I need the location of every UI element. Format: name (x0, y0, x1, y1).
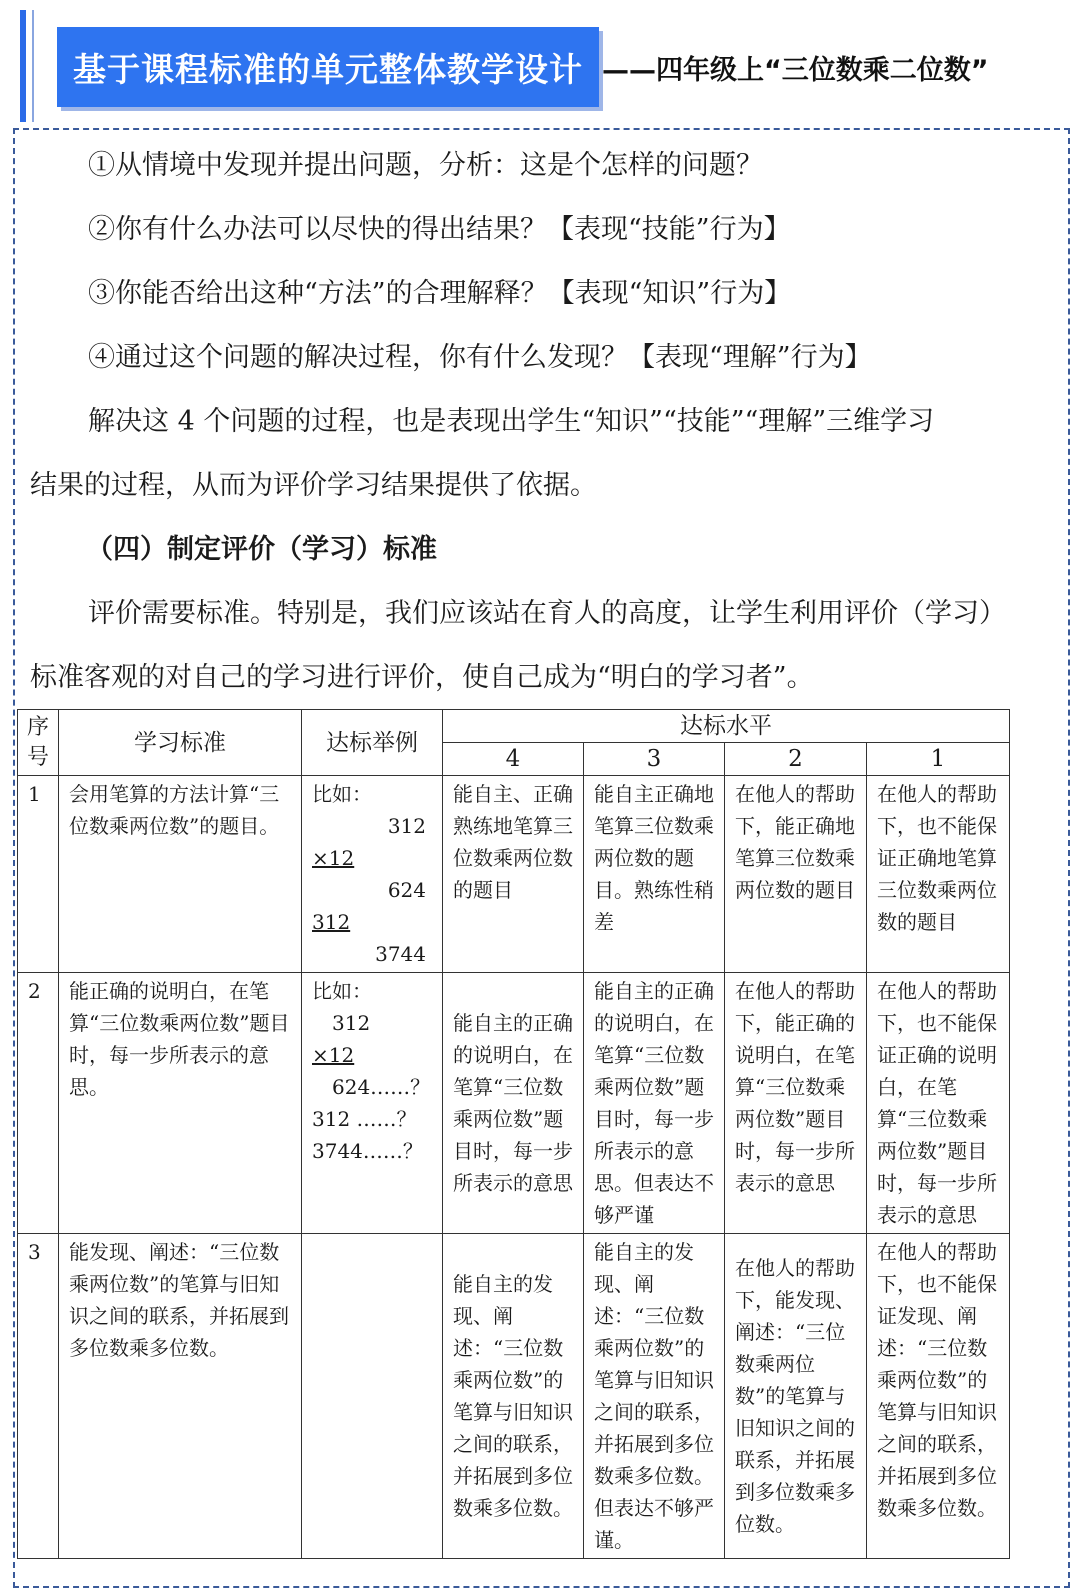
header-seq: 序号 (18, 710, 59, 776)
row-level-4: 能自主的发现、阐述：“三位数乘两位数”的笔算与旧知识之间的联系，并拓展到多位数乘多位数。 (443, 1234, 584, 1559)
row-standard: 能正确的说明白，在笔算“三位数乘两位数”题目时，每一步所表示的意思。 (59, 973, 302, 1234)
row-seq: 2 (18, 973, 59, 1234)
example-line: ×12 (312, 1043, 355, 1067)
header-accent-bar-thin (32, 10, 34, 122)
example-line: 3744 (375, 942, 426, 966)
example-line: 624 (387, 878, 426, 902)
table-row (18, 973, 1010, 1234)
row-example (302, 1234, 443, 1559)
table-row (18, 1234, 1010, 1559)
row-seq: 1 (18, 776, 59, 973)
table-row (18, 776, 1010, 973)
row-level-3: 能自主的发现、阐述：“三位数乘两位数”的笔算与旧知识之间的联系，并拓展到多位数乘多位数。但表达不够严谨。 (584, 1234, 725, 1559)
row-level-3: 能自主正确地笔算三位数乘两位数的题目。熟练性稍差 (584, 776, 725, 973)
header-level-2: 2 (725, 743, 867, 776)
example-prefix: 比如： (312, 979, 372, 1003)
header-level-1: 1 (867, 743, 1010, 776)
intro-line-1: 评价需要标准。特别是，我们应该站在育人的高度，让学生利用评价（学习） (88, 598, 1006, 629)
example-line: 312 ……？ (312, 1107, 417, 1131)
example-line: 312 (332, 1011, 371, 1035)
example-line: 3744……？ (312, 1139, 423, 1163)
example-line: 312 (312, 910, 351, 934)
row-standard: 能发现、阐述：“三位数乘两位数”的笔算与旧知识之间的联系，并拓展到多位数乘多位数。 (59, 1234, 302, 1559)
row-level-4: 能自主、正确熟练地笔算三位数乘两位数的题目 (443, 776, 584, 973)
header-level-3: 3 (584, 743, 725, 776)
example-line: 312 (387, 814, 426, 838)
row-standard: 会用笔算的方法计算“三位数乘两位数”的题目。 (59, 776, 302, 973)
row-level-1: 在他人的帮助下，也不能保证正确的说明白，在笔算“三位数乘两位数”题目时，每一步所表示的意思 (867, 973, 1010, 1234)
example-line: 624……？ (332, 1075, 431, 1099)
question-4: ④通过这个问题的解决过程，你有什么发现？【表现“理解”行为】 (88, 342, 872, 373)
question-3: ③你能否给出这种“方法”的合理解释？【表现“知识”行为】 (88, 278, 792, 309)
row-level-1: 在他人的帮助下，也不能保证发现、阐述：“三位数乘两位数”的笔算与旧知识之间的联系，并拓展到多位数乘多位数。 (867, 1234, 1010, 1559)
example-line: ×12 (312, 846, 355, 870)
row-level-1: 在他人的帮助下，也不能保证正确地笔算三位数乘两位数的题目 (867, 776, 1010, 973)
question-2: ②你有什么办法可以尽快的得出结果？【表现“技能”行为】 (88, 214, 791, 245)
header-example: 达标举例 (302, 710, 443, 776)
example-prefix: 比如： (312, 782, 372, 806)
page-subtitle: ——四年级上“三位数乘二位数” (602, 55, 989, 86)
row-level-3: 能自主的正确的说明白，在笔算“三位数乘两位数”题目时，每一步所表示的意思。但表达不够严谨 (584, 973, 725, 1234)
row-level-2: 在他人的帮助下，能发现、阐述：“三位数乘两位数”的笔算与旧知识之间的联系，并拓展到多位数乘多位数。 (725, 1234, 867, 1559)
header-level: 达标水平 (443, 710, 1010, 743)
intro-line-2: 标准客观的对自己的学习进行评价，使自己成为“明白的学习者”。 (30, 662, 814, 693)
header-accent-bar (20, 10, 26, 122)
question-1: ①从情境中发现并提出问题，分析：这是个怎样的问题？ (88, 150, 763, 181)
row-example (302, 776, 443, 973)
row-level-4: 能自主的正确的说明白，在笔算“三位数乘两位数”题目时，每一步所表示的意思 (443, 973, 584, 1234)
row-example (302, 973, 443, 1234)
header-level-4: 4 (443, 743, 584, 776)
summary-line-1: 解决这 4 个问题的过程，也是表现出学生“知识”“技能”“理解”三维学习 (88, 406, 935, 437)
row-level-2: 在他人的帮助下，能正确地笔算三位数乘两位数的题目 (725, 776, 867, 973)
row-seq: 3 (18, 1234, 59, 1559)
summary-line-2: 结果的过程，从而为评价学习结果提供了依据。 (30, 470, 597, 501)
row-level-2: 在他人的帮助下，能正确的说明白，在笔算“三位数乘两位数”题目时，每一步所表示的意思 (725, 973, 867, 1234)
evaluation-standard-table (17, 709, 1010, 1559)
header-standard: 学习标准 (59, 710, 302, 776)
page-title: 基于课程标准的单元整体教学设计 (57, 27, 599, 107)
section-heading: （四）制定评价（学习）标准 (86, 534, 437, 565)
